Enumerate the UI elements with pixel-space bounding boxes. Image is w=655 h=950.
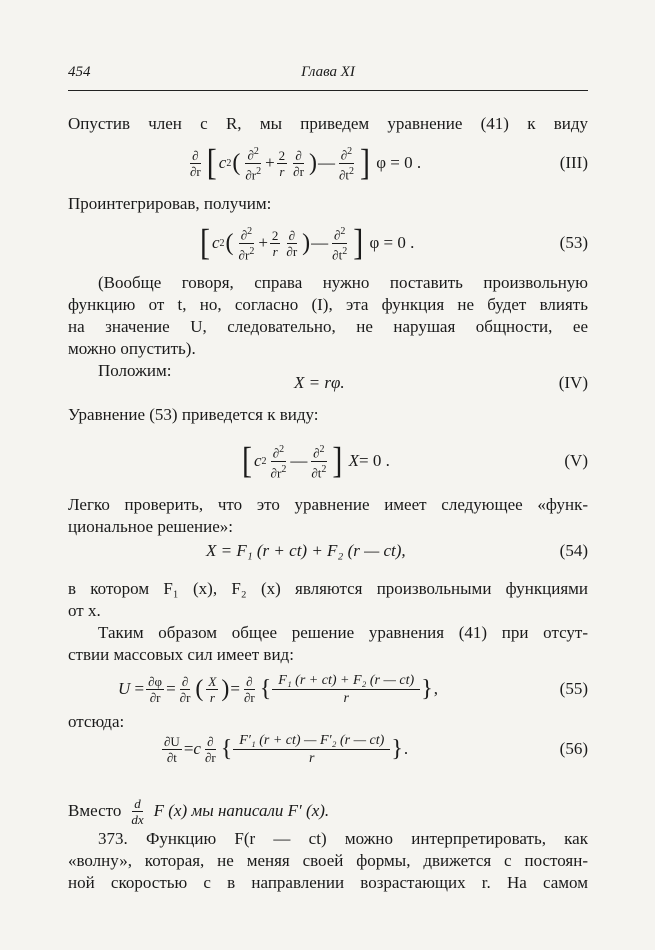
fraction-numerator: F₁ (r + ct) + F₂ (r — ct) xyxy=(272,672,420,690)
text-line: «волну», которая, не меняя своей формы, движется с постоян- xyxy=(68,851,588,870)
text-line: в котором F₁ (x), F₂ (x) являются произвольными функциями xyxy=(68,579,588,598)
text-line: Уравнение (53) приведется к виду: xyxy=(68,405,319,424)
text-line: ной скоростью c в направлении возрастающих r. На самом xyxy=(68,873,588,892)
fraction-denominator: r xyxy=(309,750,315,766)
page-header xyxy=(68,64,588,86)
equation-54 xyxy=(68,528,588,574)
text-line: можно опустить). xyxy=(68,339,196,358)
text-line: на значение U, следовательно, не нарушая общности, ее xyxy=(68,317,588,336)
equation-IV xyxy=(68,360,588,406)
equation-tag: (V) xyxy=(564,451,588,470)
header-rule xyxy=(68,90,588,91)
equation-body: X = F₁ (r + ct) + F₂ (r — ct), xyxy=(206,541,406,560)
fraction-numerator: F′₁ (r + ct) — F′₂ (r — ct) xyxy=(233,732,390,750)
equation-tag: (III) xyxy=(559,153,588,172)
page-number: 454 xyxy=(68,64,91,80)
text-line: ствии массовых сил имеет вид: xyxy=(68,645,294,664)
text-line: функцию от t, но, согласно (I), эта функция не будет влиять xyxy=(68,295,588,314)
text-line: отсюда: xyxy=(68,712,125,731)
equation-55: U = $\frac{\partial\varphi}{\partial r}$ = $\frac{\partial}{\partial r}$ ( $\frac{X}{r}$ ) = $\frac{\partial}{\partial r}$ { $\frac{\text{F₁ (r + ct) + F₂ (r — ct)}}{r}$ } , (55) xyxy=(68,666,588,712)
equation-tag: (55) xyxy=(559,679,588,698)
text-line: Опустив член с R, мы приведем уравнение (41) к виду xyxy=(68,114,588,133)
text-line: циональное решение»: xyxy=(68,517,233,536)
text-line: Легко проверить, что это уравнение имеет следующее «функ- xyxy=(68,495,588,514)
equation-53: [ c 2 ( $\frac{\partial^2}{\partial r^2}$ + $\frac{2}{r}$ $\frac{\partial}{\partial r}$ ) — $\frac{\partial^2}{\partial t^2}$ ] φ = 0 . (53) xyxy=(68,220,588,266)
text-fragment: Вместо xyxy=(68,801,122,820)
chapter-title: Глава XI xyxy=(301,64,355,80)
equation-tag: (54) xyxy=(559,541,588,560)
equation-56: $\frac{\partial U}{\partial t}$ = c $\frac{\partial}{\partial r}$ { $\frac{\text{F′₁ (r + ct) — F′₂ (r — ct)}}{r}$ } . (56) xyxy=(68,726,588,772)
equation-III: $\frac{\partial}{\partial r}$ [ c 2 ( $\frac{\partial^2}{\partial r^2}$ + $\frac{2}{r}$ $\frac{\partial}{\partial r}$ ) — $\frac{\partial^2}{\partial t^2}$ ] φ = 0 . (III) xyxy=(68,140,588,186)
fraction-denominator: r xyxy=(343,690,349,706)
text-line: (Вообще говоря, справа нужно поставить произвольную xyxy=(98,273,588,292)
equation-tag: (IV) xyxy=(558,373,588,392)
text-fragment: F (x) мы написали F′ (x). xyxy=(153,801,330,820)
text-line: Проинтегрировав, получим: xyxy=(68,194,272,213)
text-line: Положим: xyxy=(98,361,172,380)
text-line: Таким образом общее решение уравнения (41) при отсут- xyxy=(98,623,588,642)
text-line: 373. Функцию F(r — ct) можно интерпретировать, как xyxy=(98,829,588,848)
equation-body: X = rφ. xyxy=(294,373,345,392)
equation-V: [ c 2 $\frac{\partial^2}{\partial r^2}$ — $\frac{\partial^2}{\partial t^2}$ ] X = 0 . (V) xyxy=(68,438,588,484)
equation-tag: (53) xyxy=(559,233,588,252)
text-line: Вместо $\frac{d}{dx}$ F (x) мы написали F′ (x). xyxy=(68,795,330,827)
equation-tag: (56) xyxy=(559,739,588,758)
text-line: от x. xyxy=(68,601,101,620)
